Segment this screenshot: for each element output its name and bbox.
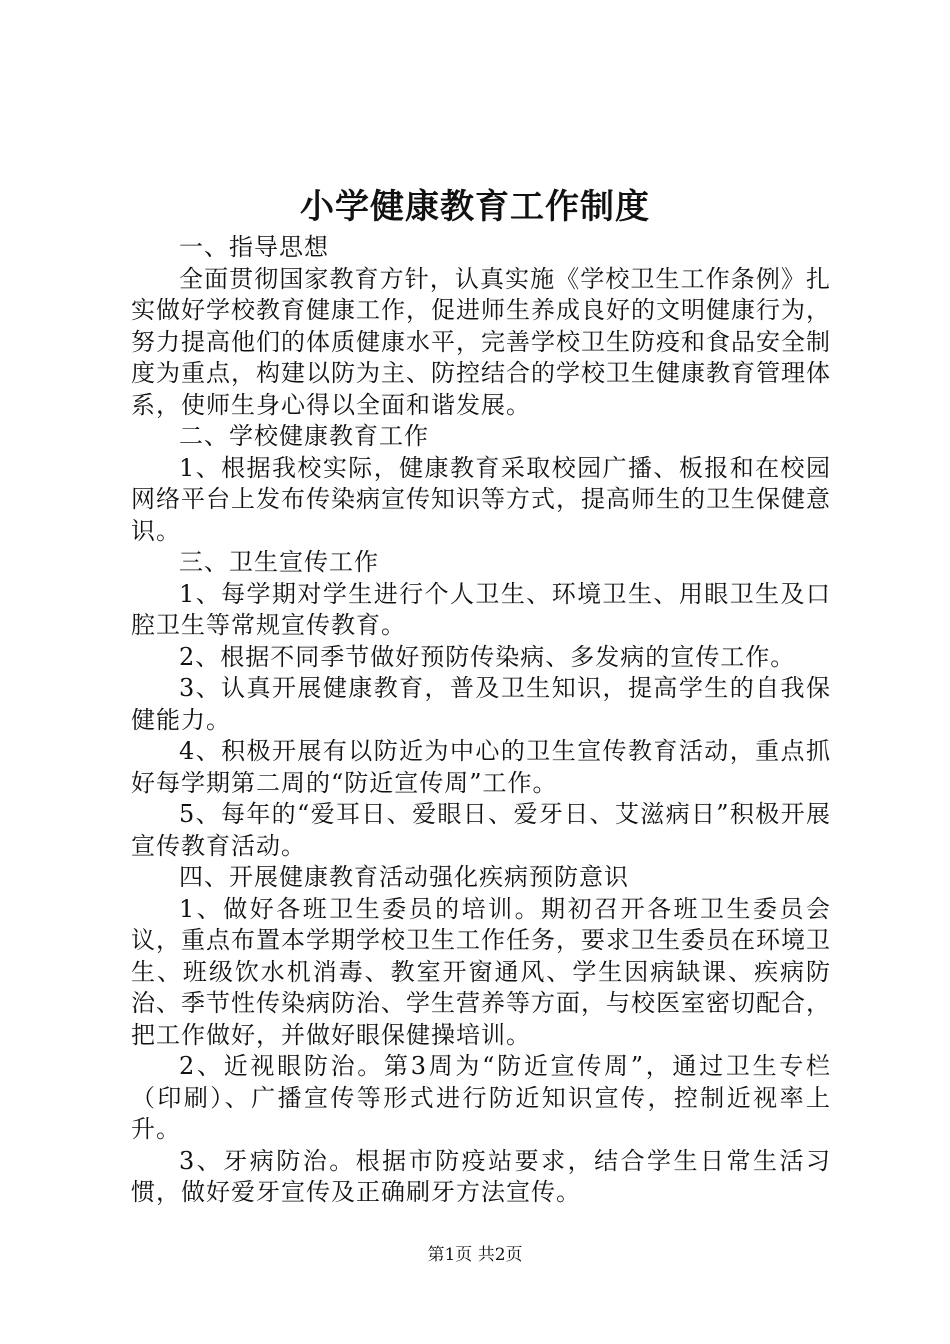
document-title: 小学健康教育工作制度 — [300, 187, 650, 227]
paragraph-prevention-item-1: 1、做好各班卫生委员的培训。期初召开各班卫生委员会议，重点布置本学期学校卫生工作任务，要求卫生委员在环境卫生、班级饮水机消毒、教室开窗通风、学生因病缺课、疾病防治、季节性传染病防治、学生营养等方面，与校医室密切配合，把工作做好，并做好眼保健操培训。 — [131, 894, 831, 1049]
paragraph-publicity-item-4: 4、积极开展有以防近为中心的卫生宣传教育活动，重点抓好每学期第二周的“防近宣传周”工作。 — [131, 737, 831, 797]
paragraph-publicity-item-5: 5、每年的“爱耳日、爱眼日、爱牙日、艾滋病日”积极开展宣传教育活动。 — [131, 800, 831, 860]
paragraph-publicity-item-3: 3、认真开展健康教育，普及卫生知识，提高学生的自我保健能力。 — [131, 674, 831, 734]
section-heading-school-health-education: 二、学校健康教育工作 — [179, 422, 429, 450]
paragraph-prevention-item-3: 3、牙病防治。根据市防疫站要求，结合学生日常生活习惯，做好爱牙宣传及正确刷牙方法宣传。 — [131, 1146, 831, 1206]
paragraph-school-health-item-1: 1、根据我校实际，健康教育采取校园广播、板报和在校园网络平台上发布传染病宣传知识等方式，提高师生的卫生保健意识。 — [131, 453, 831, 545]
paragraph-prevention-item-2: 2、近视眼防治。第3周为“防近宣传周”，通过卫生专栏（印刷）、广播宣传等形式进行防近知识宣传，控制近视率上升。 — [131, 1052, 831, 1143]
section-heading-guiding-ideology: 一、指导思想 — [179, 233, 329, 261]
section-heading-disease-prevention: 四、开展健康教育活动强化疾病预防意识 — [179, 863, 629, 891]
page-footer: 第1页 共2页 — [427, 1245, 523, 1265]
paragraph-publicity-item-2: 2、根据不同季节做好预防传染病、多发病的宣传工作。 — [179, 642, 796, 671]
document-body — [131, 232, 831, 1209]
paragraph-publicity-item-1: 1、每学期对学生进行个人卫生、环境卫生、用眼卫生及口腔卫生等常规宣传教育。 — [131, 579, 831, 639]
paragraph-guiding-ideology: 全面贯彻国家教育方针，认真实施《学校卫生工作条例》扎实做好学校教育健康工作，促进师生养成良好的文明健康行为，努力提高他们的体质健康水平，完善学校卫生防疫和食品安全制度为重点，构建以防为主、防控结合的学校卫生健康教育管理体系，使师生身心得以全面和谐发展。 — [131, 264, 831, 419]
section-heading-health-publicity: 三、卫生宣传工作 — [179, 548, 379, 576]
